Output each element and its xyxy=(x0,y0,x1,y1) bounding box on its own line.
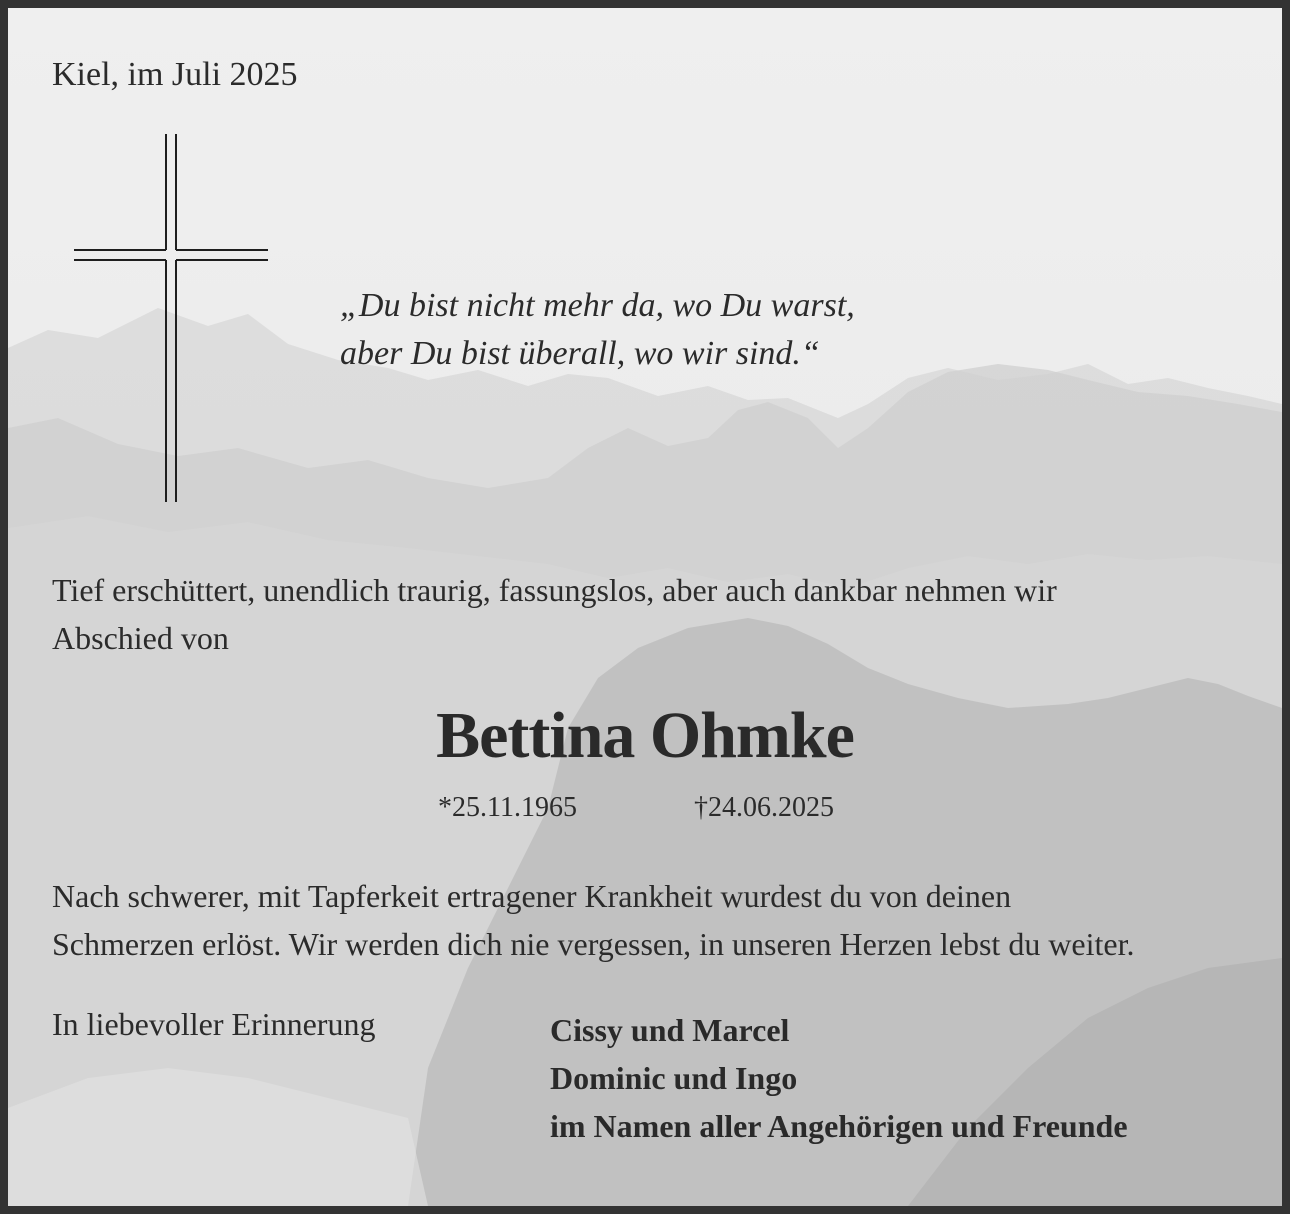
signer: Dominic und Ingo xyxy=(550,1060,798,1096)
message-line: Schmerzen erlöst. Wir werden dich nie vergessen, in unseren Herzen lebst du weiter. xyxy=(52,926,1135,962)
quote xyxy=(340,282,855,378)
deceased-name: Bettina Ohmke xyxy=(436,699,854,772)
signers-list xyxy=(550,1006,1128,1150)
intro-line: Tief erschüttert, unendlich traurig, fassungslos, aber auch dankbar nehmen wir xyxy=(52,572,1057,608)
intro-text xyxy=(52,566,1212,662)
death-date: †24.06.2025 xyxy=(694,792,834,823)
message-text xyxy=(52,872,1252,968)
quote-line: aber Du bist überall, wo wir sind.“ xyxy=(340,335,820,372)
cross-icon xyxy=(74,134,270,502)
signer: Cissy und Marcel xyxy=(550,1012,790,1048)
quote-line: „Du bist nicht mehr da, wo Du warst, xyxy=(340,287,855,324)
place-date: Kiel, im Juli 2025 xyxy=(52,56,298,93)
signer: im Namen aller Angehörigen und Freunde xyxy=(550,1108,1128,1144)
message-line: Nach schwerer, mit Tapferkeit ertragener Krankheit wurdest du von deinen xyxy=(52,878,1012,914)
intro-line: Abschied von xyxy=(52,620,229,656)
closing-phrase: In liebevoller Erinnerung xyxy=(52,1006,376,1042)
obituary-notice xyxy=(8,8,1282,1206)
birth-date: *25.11.1965 xyxy=(438,792,577,823)
